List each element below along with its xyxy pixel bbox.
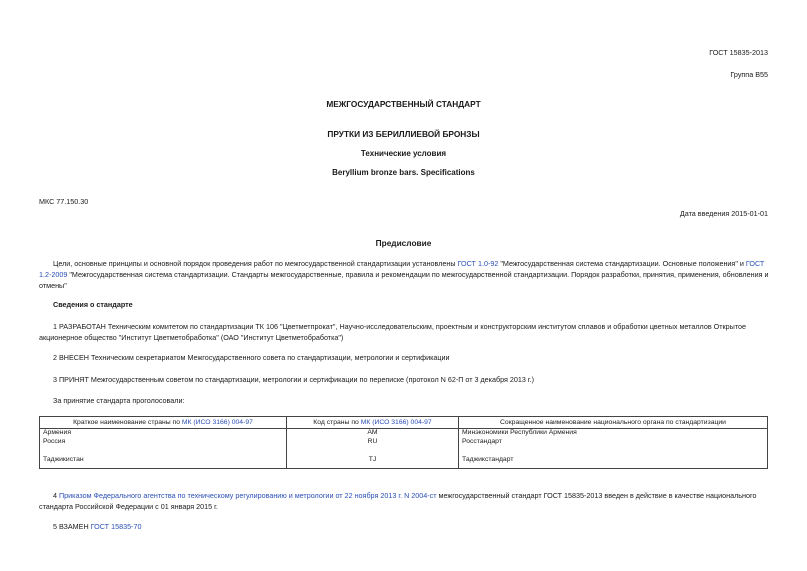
mk-iso-link-1[interactable]: МК (ИСО 3166) 004-97 bbox=[181, 419, 253, 426]
standard-info-heading: Сведения о стандарте bbox=[53, 300, 133, 309]
foreword-paragraph bbox=[39, 258, 769, 291]
country-cell: Армения bbox=[43, 429, 71, 436]
foreword-text-c: "Межгосударственная система стандартизации. Стандарты межгосударственные, правила и рекомендации по межгосударственной стандартизации. Порядок разработки, принятия, применения, обновления и отмены" bbox=[39, 270, 769, 290]
header-country-code bbox=[287, 417, 459, 429]
voting-countries-table bbox=[39, 416, 768, 469]
item-4-text: межгосударственный стандарт ГОСТ 15835-2013 введен в действие в качестве национального стандарта Российской Федерации с 01 января 2015 г. bbox=[39, 491, 757, 511]
code-cell: AM bbox=[287, 429, 459, 439]
mk-iso-link-2[interactable]: МК (ИСО 3166) 004-97 bbox=[360, 419, 432, 426]
foreword-text-a: Цели, основные принципы и основной порядок проведения работ по межгосударственной стандартизации установлены bbox=[53, 259, 458, 268]
table-row bbox=[40, 438, 768, 447]
foreword-heading: Предисловие bbox=[375, 238, 432, 248]
item-4-number: 4 bbox=[53, 491, 59, 500]
standard-subtitle: Технические условия bbox=[360, 149, 447, 158]
body-cell bbox=[459, 447, 768, 456]
header-country-text: Краткое наименование страны по bbox=[73, 419, 182, 426]
country-cell bbox=[40, 447, 287, 456]
gost-1-0-92-link[interactable]: ГОСТ 1.0-92 bbox=[457, 259, 499, 268]
header-code-text: Код страны по bbox=[313, 419, 361, 426]
country-cell: Таджикистан bbox=[43, 456, 84, 463]
introduction-date: Дата введения 2015-01-01 bbox=[679, 209, 768, 218]
item-1-developed: 1 РАЗРАБОТАН Техническим комитетом по стандартизации ТК 106 "Цветметпрокат", Научно-исследовательским, проектным и конструкторским институтом сплавов и обработки цветных металлов Открытое акционерное общество "Институт Цветметобработка" (ОАО "Институт Цветметобработка") bbox=[39, 322, 747, 342]
table-row bbox=[40, 429, 768, 439]
foreword-text-b: "Межгосударственная система стандартизации. Основные положения" и bbox=[498, 259, 746, 268]
standard-name-title: ПРУТКИ ИЗ БЕРИЛЛИЕВОЙ БРОНЗЫ bbox=[327, 129, 480, 139]
code-cell: TJ bbox=[287, 456, 459, 469]
document-code: ГОСТ 15835-2013 bbox=[709, 48, 768, 57]
table-row bbox=[40, 447, 768, 456]
gost-15835-70-link[interactable]: ГОСТ 15835-70 bbox=[90, 522, 142, 531]
english-title: Beryllium bronze bars. Specifications bbox=[332, 168, 475, 177]
table-row bbox=[40, 456, 768, 469]
code-cell bbox=[287, 447, 459, 456]
body-cell: Росстандарт bbox=[459, 438, 768, 447]
order-2004-st-link[interactable]: Приказом Федерального агентства по техническому регулированию и метрологии от 22 ноября 2013 г. N 2004-ст bbox=[59, 491, 437, 500]
body-cell: Таджикстандарт bbox=[459, 456, 768, 469]
item-5-replaces bbox=[39, 521, 769, 532]
header-national-body: Сокращенное наименование национального органа по стандартизации bbox=[459, 417, 768, 429]
document-group: Группа В55 bbox=[730, 70, 768, 79]
item-5-text: 5 ВЗАМЕН bbox=[53, 522, 91, 531]
gost-1-2-2009-link[interactable]: ГОСТ 1.2-2009 bbox=[39, 259, 765, 279]
body-cell: Минэкономики Республики Армения bbox=[459, 429, 768, 439]
mks-code: МКС 77.150.30 bbox=[39, 197, 89, 206]
table-header-row bbox=[40, 417, 768, 429]
item-2-submitted: 2 ВНЕСЕН Техническим секретариатом Межгосударственного совета по стандартизации, метрологии и сертификации bbox=[53, 353, 450, 362]
code-cell: RU bbox=[287, 438, 459, 447]
standard-type-title: МЕЖГОСУДАРСТВЕННЫЙ СТАНДАРТ bbox=[326, 99, 481, 109]
vote-label: За принятие стандарта проголосовали: bbox=[53, 396, 185, 405]
header-country-name bbox=[40, 417, 287, 429]
item-4-enacted bbox=[39, 490, 769, 512]
item-3-adopted: 3 ПРИНЯТ Межгосударственным советом по стандартизации, метрологии и сертификации по переписке (протокол N 62-П от 3 декабря 2013 г.) bbox=[53, 375, 535, 384]
country-cell: Россия bbox=[43, 438, 66, 445]
